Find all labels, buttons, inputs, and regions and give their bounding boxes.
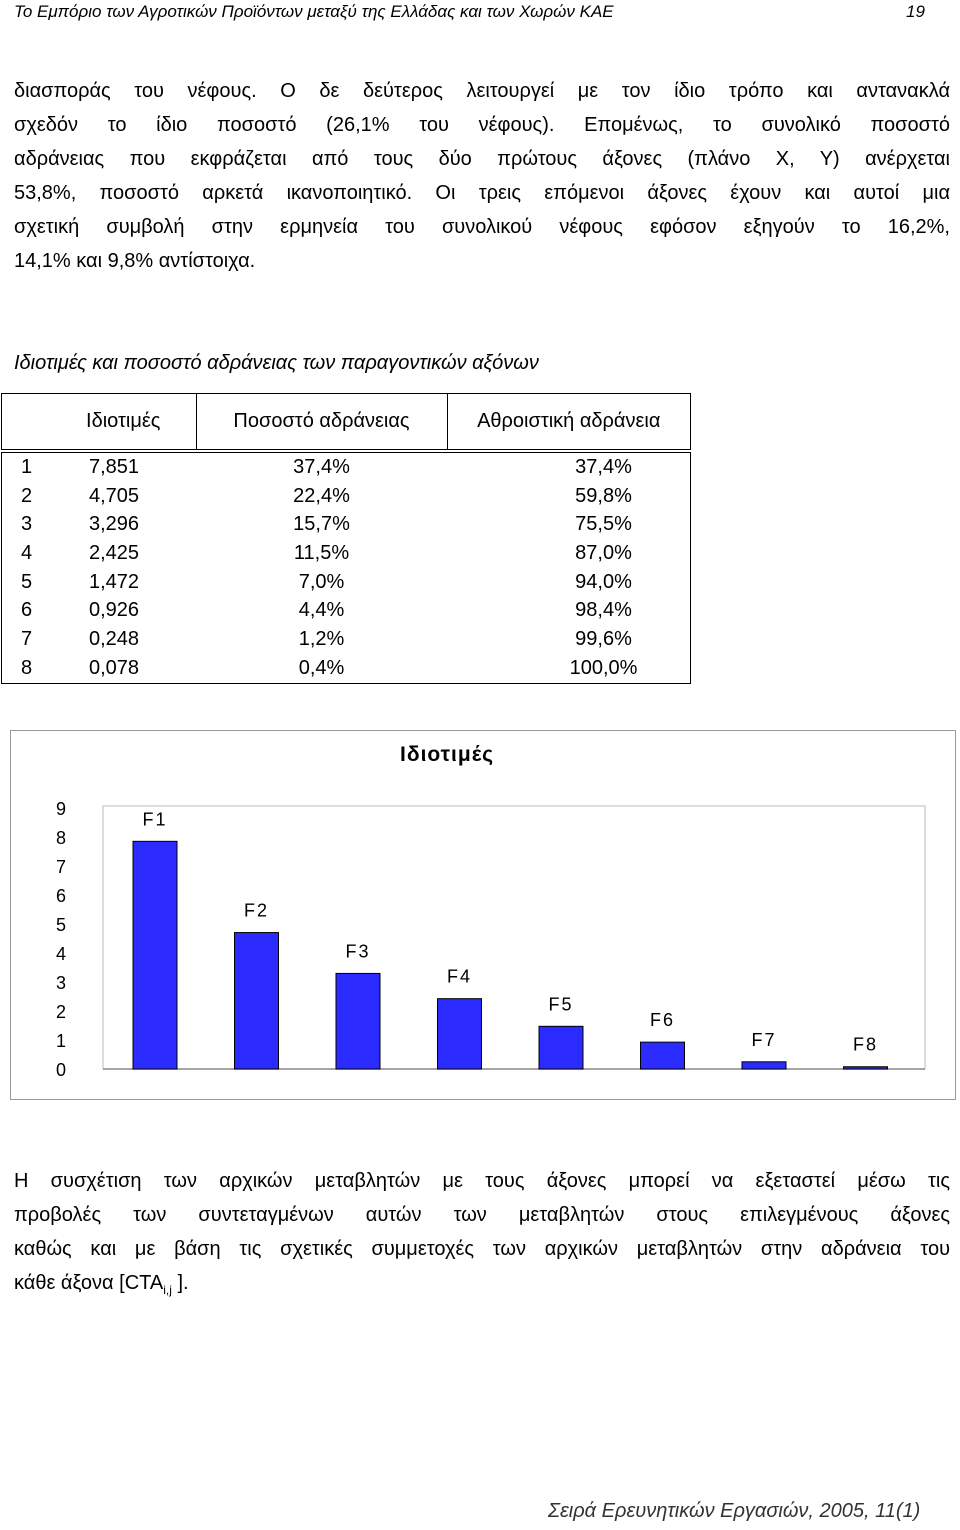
eigenvalue-cell: 4,705 xyxy=(89,484,140,507)
row-index: 7 xyxy=(2,625,52,654)
bar-f5 xyxy=(539,1026,583,1069)
row-index: 3 xyxy=(2,510,52,539)
eigenvalue-cell: 0,926 xyxy=(89,599,140,622)
y-tick-label: 0 xyxy=(56,1060,67,1080)
row-index: 6 xyxy=(2,596,52,625)
bar-label: F8 xyxy=(852,1034,879,1055)
bar-f1 xyxy=(133,841,177,1069)
inertia-percent-cell: 11,5% xyxy=(293,541,350,564)
y-tick-label: 1 xyxy=(56,1031,67,1051)
eigenvalue-cell: 3,296 xyxy=(89,513,140,536)
eigenvalue-cell: 0,078 xyxy=(51,654,196,683)
eigenvalue-cell: 0,248 xyxy=(89,627,140,650)
bar-f6 xyxy=(641,1042,685,1069)
y-tick-label: 7 xyxy=(56,857,67,877)
header-cumulative-inertia: Αθροιστική αδράνεια xyxy=(447,394,691,450)
journal-footer: Σειρά Ερευνητικών Εργασιών, 2005, 11(1) xyxy=(548,1500,921,1522)
row-index: 2 xyxy=(2,482,52,511)
cumulative-inertia-cell: 37,4% xyxy=(447,453,691,482)
inertia-percent-cell: 4,4% xyxy=(298,599,345,622)
inertia-percent-cell: 15,7% xyxy=(293,513,350,536)
eigenvalue-cell: 1,472 xyxy=(89,570,140,593)
paragraph-line: καθώς και με βάση τις σχετικές συμμετοχές των αρχικών μεταβλητών στην αδράνεια του xyxy=(14,1238,950,1260)
cumulative-inertia-cell: 94,0% xyxy=(447,568,691,597)
eigenvalue-cell: 2,425 xyxy=(89,541,140,564)
running-header: Το Εμπόριο των Αγροτικών Προϊόντων μεταξύ της Ελλάδας και των Χωρών ΚΑΕ xyxy=(14,2,614,21)
cumulative-inertia-cell: 75,5% xyxy=(447,510,691,539)
header-inertia-percent: Ποσοστό αδράνειας xyxy=(196,394,447,450)
bar-label: F1 xyxy=(142,809,168,830)
paragraph-line: αδράνειας που εκφράζεται από τους δύο πρώτους άξονες (πλάνο Χ, Υ) ανέρχεται xyxy=(14,148,950,170)
paragraph-line: 53,8%, ποσοστό αρκετά ικανοποιητικό. Οι τρεις επόμενοι άξονες έχουν και αυτοί μια xyxy=(14,182,950,204)
y-tick-label: 4 xyxy=(56,944,67,964)
y-tick-label: 6 xyxy=(56,886,67,906)
inertia-percent-cell: 37,4% xyxy=(196,453,447,482)
eigenvalue-cell: 7,851 xyxy=(51,453,196,482)
row-index: 8 xyxy=(2,654,52,683)
paragraph-line: προβολές των συντεταγμένων αυτών των μεταβλητών στους επιλεγμένους άξονες xyxy=(14,1204,950,1226)
y-tick-label: 3 xyxy=(56,973,67,993)
paragraph-2 xyxy=(14,1164,950,1300)
inertia-percent-cell: 7,0% xyxy=(298,570,345,593)
inertia-percent-cell: 1,2% xyxy=(298,627,345,650)
row-index: 5 xyxy=(2,568,52,597)
y-tick-label: 9 xyxy=(56,799,67,819)
bar-f8 xyxy=(844,1067,888,1069)
bar-f7 xyxy=(742,1062,786,1069)
cumulative-inertia-cell: 100,0% xyxy=(447,654,691,683)
bar-label: F5 xyxy=(548,994,574,1015)
inertia-percent-cell: 0,4% xyxy=(196,654,447,683)
page-number: 19 xyxy=(906,2,925,21)
y-tick-label: 5 xyxy=(56,915,67,935)
paragraph-line: σχετική συμβολή στην ερμηνεία του συνολικού νέφους εφόσον εξηγούν το 16,2%, xyxy=(14,216,950,238)
cumulative-inertia-cell: 99,6% xyxy=(447,625,691,654)
cumulative-inertia-cell: 98,4% xyxy=(447,596,691,625)
header-eigenvalues: Ιδιοτιμές xyxy=(51,394,196,450)
bar-f4 xyxy=(438,999,482,1069)
cumulative-inertia-cell: 87,0% xyxy=(447,539,691,568)
inertia-percent-cell: 22,4% xyxy=(293,484,350,507)
bar-f2 xyxy=(235,933,279,1069)
bar-label: F3 xyxy=(345,941,371,962)
y-tick-label: 2 xyxy=(56,1002,67,1022)
paragraph-line: 14,1% και 9,8% αντίστοιχα. xyxy=(14,250,256,272)
paragraph-line: σχεδόν το ίδιο ποσοστό (26,1% του νέφους). Επομένως, το συνολικό ποσοστό xyxy=(14,114,950,136)
paragraph-line: Η συσχέτιση των αρχικών μεταβλητών με τους άξονες μπορεί να εξεταστεί μέσω τις xyxy=(14,1170,950,1192)
cumulative-inertia-cell: 59,8% xyxy=(447,482,691,511)
plot-area xyxy=(103,806,925,1069)
paragraph-line: διασποράς του νέφους. Ο δε δεύτερος λειτουργεί με τον ίδιο τρόπο και αντανακλά xyxy=(14,80,950,102)
chart-title: Ιδιοτιμές xyxy=(400,743,495,766)
y-tick-label: 8 xyxy=(56,828,67,848)
table-caption: Ιδιοτιμές και ποσοστό αδράνειας των παραγοντικών αξόνων xyxy=(14,352,539,374)
bar-label: F6 xyxy=(649,1010,676,1031)
row-index: 4 xyxy=(2,539,52,568)
bar-f3 xyxy=(336,973,380,1069)
bar-label: F2 xyxy=(243,900,270,921)
bar-label: F7 xyxy=(751,1029,777,1050)
paragraph-line-last: κάθε άξονα [$CTA_{i,j}$ ]. xyxy=(14,1272,189,1297)
row-index: 1 xyxy=(2,453,52,482)
bar-label: F4 xyxy=(446,966,473,987)
